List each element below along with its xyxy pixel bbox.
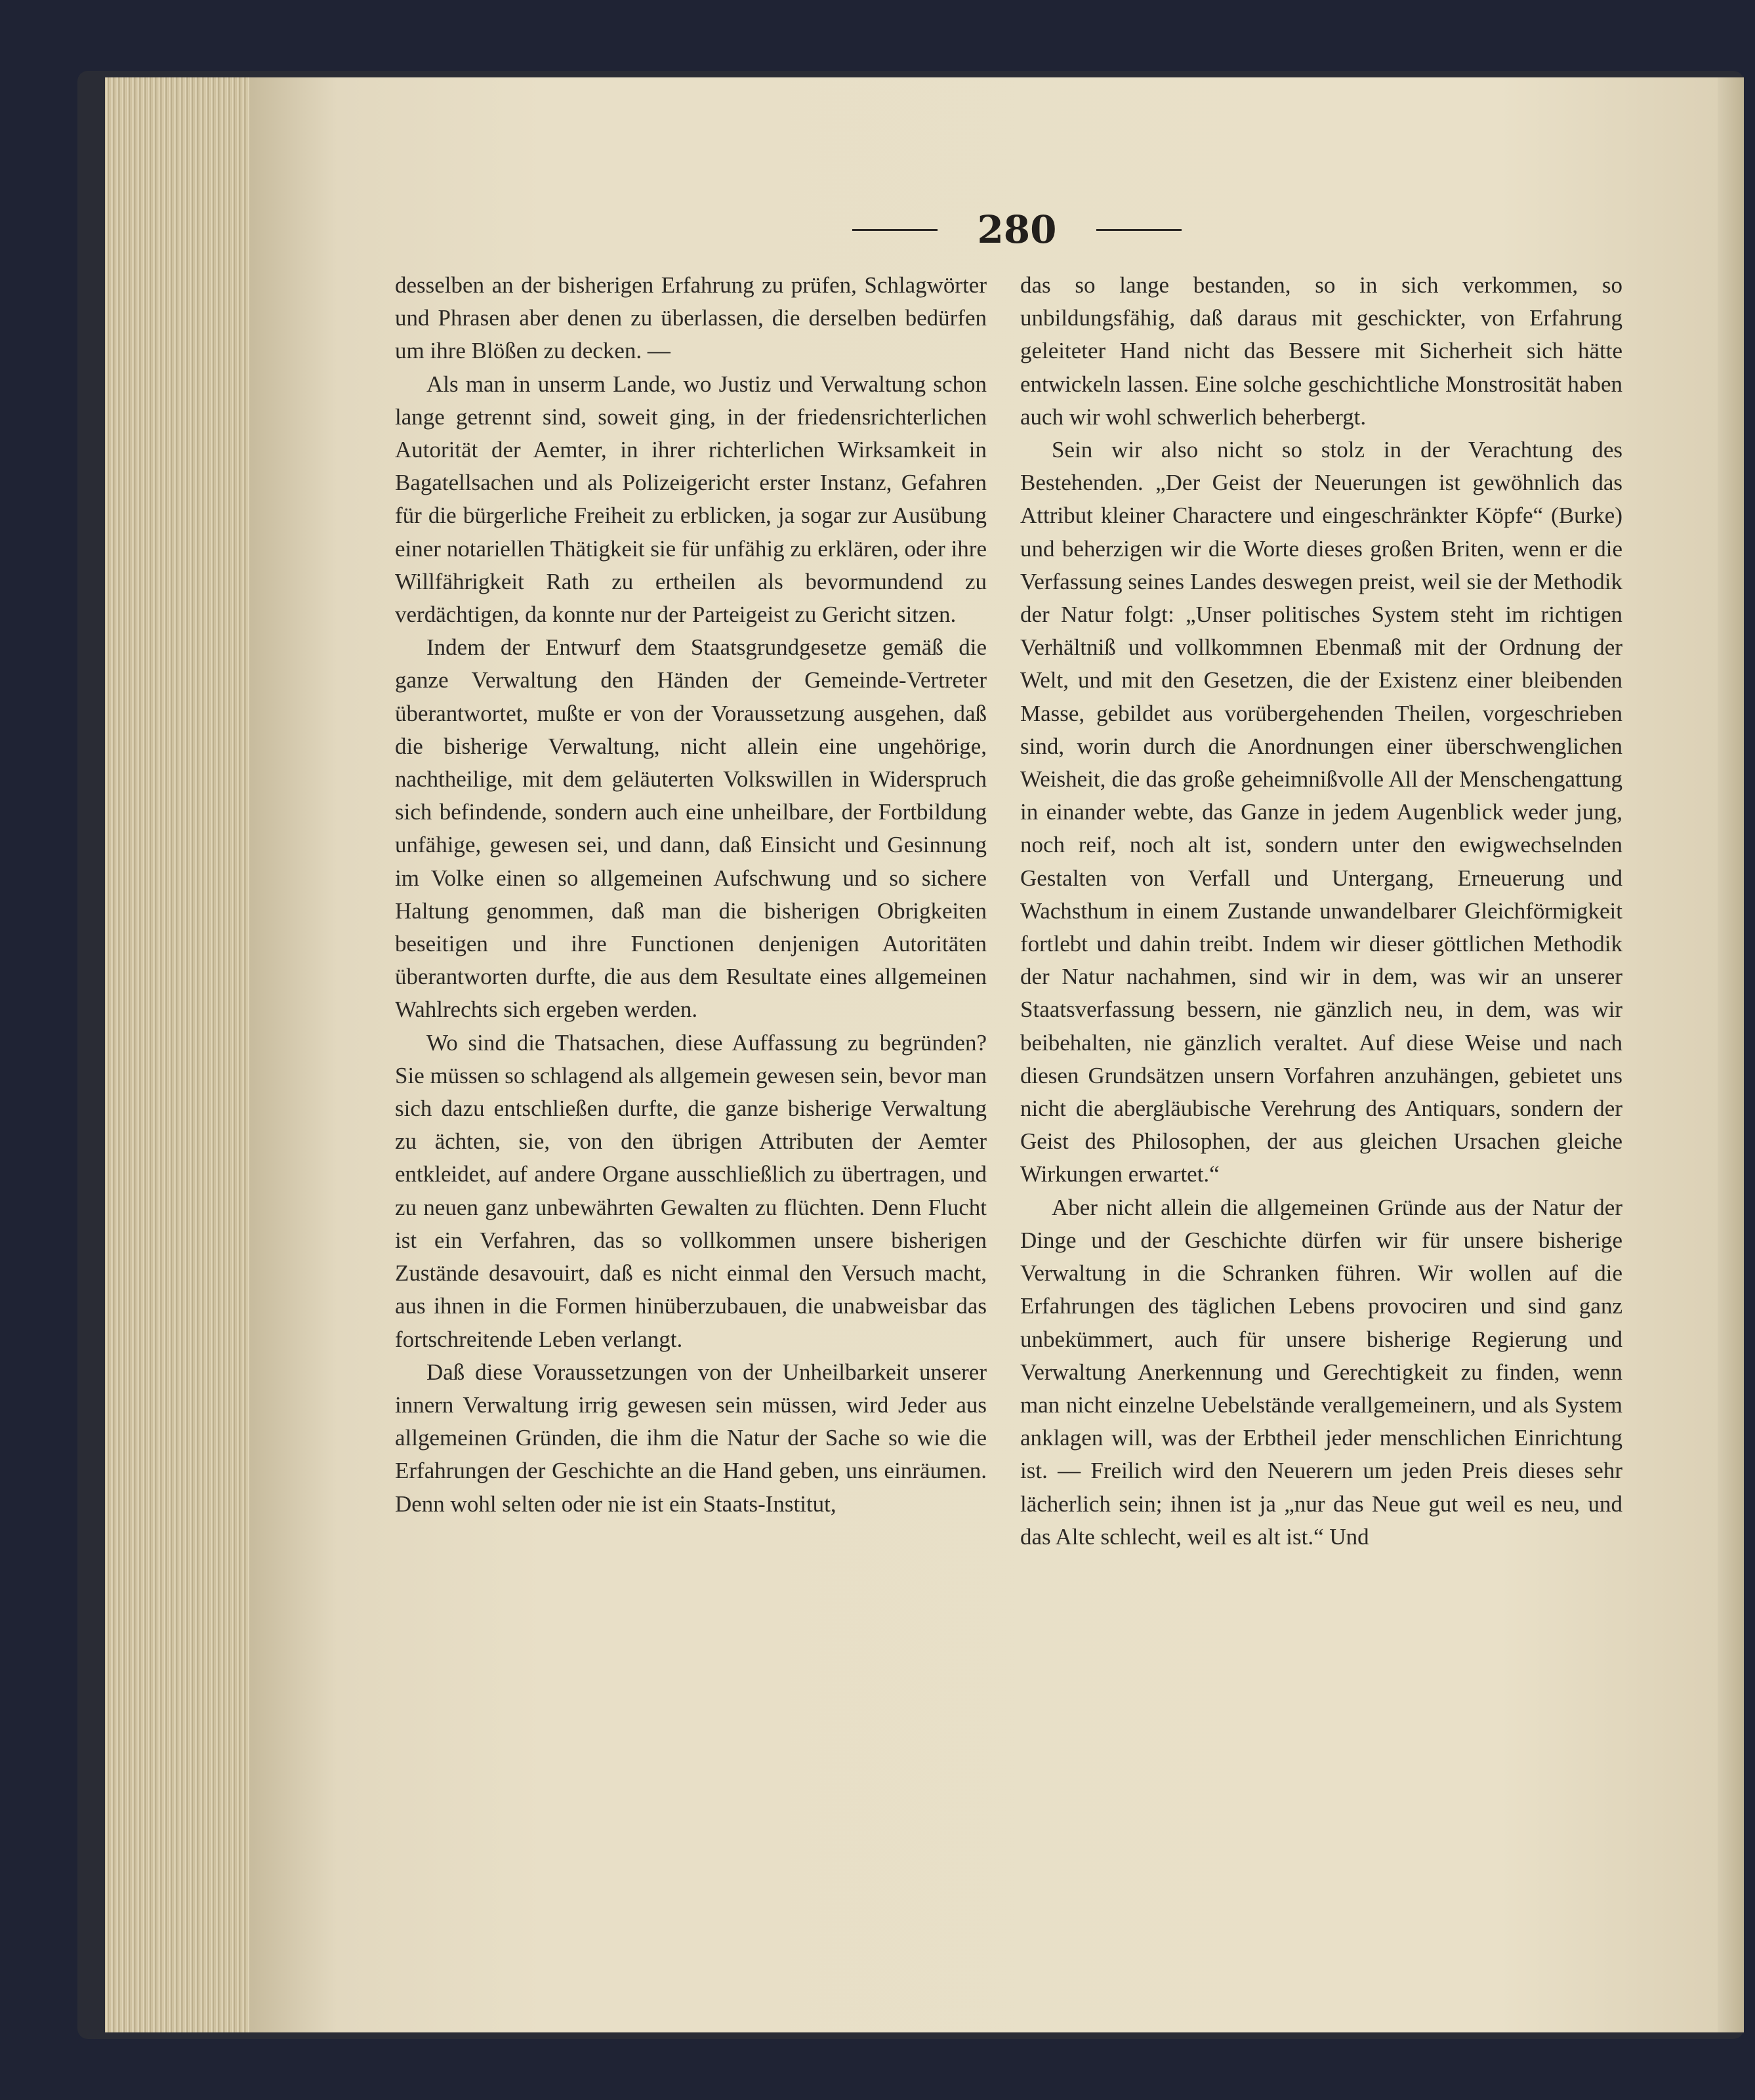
page-header — [840, 203, 1194, 256]
paragraph: Daß diese Voraussetzungen von der Unheilbarkeit unserer innern Verwaltung irrig gewesen sein müssen, wird Jeder aus allgemeinen Gründen, die ihm die Natur der Sache so wie die Erfahrungen der Geschichte an die Hand geben, uns einräumen. Denn wohl selten oder nie ist ein Staats-Institut, — [395, 1359, 987, 1517]
paragraph: Als man in unserm Lande, wo Justiz und Verwaltung schon lange getrennt sind, soweit ging, in der friedensrichterlichen Autorität der Aemter, in ihrer richterlichen Wirksamkeit in Bagatellsachen und als Polizeigericht erster Instanz, Gefahren für die bürgerliche Freiheit zu erblicken, ja sogar zur Ausübung einer notariellen Thätigkeit sie für unfähig zu erklären, oder ihre Willfährigkeit Rath zu ertheilen als bevormundend zu verdächtigen, da konnte nur der Parteigeist zu Gericht sitzen. — [395, 371, 987, 628]
header-rule-left — [852, 229, 938, 231]
paragraph: Sein wir also nicht so stolz in der Verachtung des Bestehenden. „Der Geist der Neuerungen ist gewöhnlich das Attribut kleiner Charactere und eingeschränkter Köpfe“ (Burke) und beherzigen wir die Worte dieses großen Briten, wenn er die Verfassung seines Landes deswegen preist, weil sie der Methodik der Natur folgt: „Unser politisches System steht im richtigen Verhältniß und vollkommnen Ebenmaß mit der Ordnung der Welt, und mit den Gesetzen, die der Existenz einer bleibenden Masse, gebildet aus vorübergehenden Theilen, vorgeschrieben sind, worin durch die Anordnungen einer überschwenglichen Weisheit, die das große geheimnißvolle All der Menschengattung in einander webte, das Ganze in jedem Augenblick weder jung, noch reif, noch alt ist, sondern unter den ewigwechselnden Gestalten von Verfall und Untergang, Erneuerung und Wachsthum in einem Zustande unwandelbarer Gleichförmigkeit fortlebt und dahin treibt. Indem wir dieser göttlichen Methodik der Natur nachahmen, sind wir in dem, was wir an unserer Staatsverfassung bessern, nie gänzlich neu, in dem, was wir beibehalten, nie gänzlich veraltet. Auf diese Weise und nach diesen Grundsätzen unsern Vorfahren anzuhängen, gebietet uns nicht die abergläubische Verehrung des Antiquars, sondern der Geist des Philosophen, der aus gleichen Ursachen gleiche Wirkungen erwartet.“ — [1020, 437, 1622, 1187]
facing-page-edge — [1718, 77, 1744, 2032]
paragraph: Indem der Entwurf dem Staatsgrundgesetze gemäß die ganze Verwaltung den Händen der Gemeinde-Vertreter überantwortet, mußte er von der Voraussetzung ausgehen, daß die bisherige Verwaltung, nicht allein eine ungehörige, nachtheilige, mit dem geläuterten Volkswillen in Widerspruch sich befindende, sondern auch eine unheilbare, der Fortbildung unfähige, gewesen sei, und dann, daß Einsicht und Gesinnung im Volke einen so allgemeinen Aufschwung und so sichere Haltung genommen, daß man die bisherigen Obrigkeiten beseitigen und ihre Functionen denjenigen Autoritäten überantworten durfte, die aus dem Resultate eines allgemeinen Wahlrechts sich ergeben werden. — [395, 634, 987, 1023]
page-number: 280 — [977, 207, 1057, 252]
page-stack-edge — [105, 77, 256, 2032]
header-rule-right — [1096, 229, 1182, 231]
paragraph: desselben an der bisherigen Erfahrung zu prüfen, Schlagwörter und Phrasen aber denen zu überlassen, die derselben bedürfen um ihre Blößen zu decken. — — [395, 272, 987, 364]
paragraph: Wo sind die Thatsachen, diese Auffassung zu begründen? Sie müssen so schlagend als allgemein gewesen sein, bevor man sich dazu entschließen durfte, die ganze bisherige Verwaltung zu ächten, sie, von den übrigen Attributen der Aemter entkleidet, auf andere Organe ausschließlich zu übertragen, und zu neuen ganz unbewährten Gewalten zu flüchten. Denn Flucht ist ein Verfahren, das so vollkommen unsere bisherigen Zustände desavouirt, daß es nicht einmal den Versuch macht, aus ihnen in die Formen hinüberzubauen, die unabweisbar das fortschreitende Leben verlangt. — [395, 1029, 987, 1352]
left-column — [395, 269, 987, 1521]
right-column — [1020, 269, 1622, 1554]
paragraph: das so lange bestanden, so in sich verkommen, so unbildungsfähig, daß daraus mit geschickter, von Erfahrung geleiteter Hand nicht das Bessere mit Sicherheit sich hätte entwickeln lassen. Eine solche geschichtliche Monstrosität haben auch wir wohl schwerlich beherbergt. — [1020, 272, 1622, 430]
paragraph: Aber nicht allein die allgemeinen Gründe aus der Natur der Dinge und der Geschichte dürfen wir für unsere bisherige Verwaltung in die Schranken führen. Wir wollen auf die Erfahrungen des täglichen Lebens provociren und sind ganz unbekümmert, auch für unsere bisherige Regierung und Verwaltung Anerkennung und Gerechtigkeit zu finden, wenn man nicht einzelne Uebelstände verallgemeinern, und als System anklagen will, was der Erbtheil jeder menschlichen Einrichtung ist. — Freilich wird den Neuerern um jeden Preis dieses sehr lächerlich sein; ihnen ist ja „nur das Neue gut weil es neu, und das Alte schlecht, weil es alt ist.“ Und — [1020, 1194, 1622, 1550]
